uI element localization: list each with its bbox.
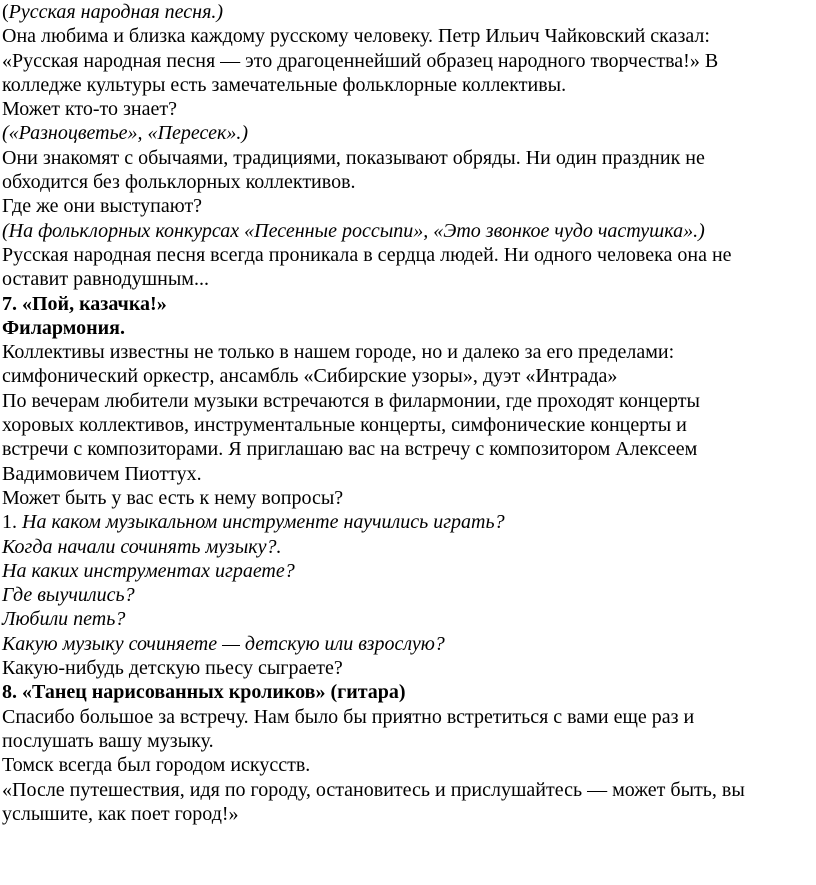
line-text: 8. «Танец нарисованных кроликов» (гитара)	[2, 681, 406, 704]
text-line	[2, 462, 816, 486]
line-text: «После путешествия, идя по городу, остановитесь и прислушайтесь — может быть, вы	[2, 778, 745, 801]
line-text: («Разноцветье», «Пересек».)	[2, 122, 248, 145]
text-line	[2, 705, 816, 729]
line-text: услышите, как поет город!»	[2, 802, 239, 825]
line-text: Филармония.	[2, 316, 125, 339]
text-line	[2, 49, 816, 73]
line-text: Какую музыку сочиняете — детскую или взрослую?	[2, 632, 445, 655]
line-text: Какую-нибудь детскую пьесу сыграете?	[2, 657, 343, 680]
text-line	[2, 535, 816, 559]
line-text: симфонический оркестр, ансамбль «Сибирские узоры», дуэт «Интрада»	[2, 365, 618, 388]
line-text: хоровых коллективов, инструментальные концерты, симфонические концерты и	[2, 414, 687, 437]
line-text: Она любима и близка каждому русскому человеку. Петр Ильич Чайковский сказал:	[2, 25, 710, 48]
text-line	[2, 121, 816, 145]
line-text: послушать вашу музыку.	[2, 729, 214, 752]
text-line	[2, 632, 816, 656]
line-text: «Русская народная песня — это драгоценнейший образец народного творчества!» В	[2, 49, 719, 72]
text-line	[2, 486, 816, 510]
line-text: Русская народная песня всегда проникала в сердца людей. Ни одного человека она не	[2, 243, 732, 266]
line-text: оставит равнодушным...	[2, 268, 209, 291]
text-line	[2, 24, 816, 48]
text-line	[2, 219, 816, 243]
text-line	[2, 97, 816, 121]
line-text: Любили петь?	[2, 608, 126, 631]
text-line	[2, 437, 816, 461]
text-line	[2, 194, 816, 218]
text-line	[2, 680, 816, 704]
text-line	[2, 146, 816, 170]
text-line	[2, 170, 816, 194]
line-text: (На фольклорных конкурсах «Песенные россыпи», «Это звонкое чудо частушка».)	[2, 219, 705, 242]
text-line	[2, 413, 816, 437]
text-line	[2, 389, 816, 413]
line-text: Может быть у вас есть к нему вопросы?	[2, 486, 344, 509]
text-line	[2, 340, 816, 364]
text-line	[2, 583, 816, 607]
text-line	[2, 73, 816, 97]
line-prefix: 1.	[2, 511, 22, 534]
line-text: На каком музыкальном инструменте научились играть?	[22, 511, 505, 534]
line-text: Когда начали сочинять музыку?.	[2, 535, 282, 558]
text-line	[2, 729, 816, 753]
line-text: Вадимовичем Пиоттух.	[2, 462, 202, 485]
line-text: 7. «Пой, казачка!»	[2, 292, 167, 315]
line-text: Русская народная песня.)	[8, 1, 224, 23]
line-text: Они знакомят с обычаями, традициями, показывают обряды. Ни один праздник не	[2, 146, 705, 169]
line-text: Коллективы известны не только в нашем городе, но и далеко за его пределами:	[2, 341, 675, 364]
text-line	[2, 292, 816, 316]
line-text: Где выучились?	[2, 584, 135, 607]
text-line	[2, 778, 816, 802]
text-line	[2, 364, 816, 388]
line-text: Где же они выступают?	[2, 195, 203, 218]
text-line	[2, 510, 816, 534]
text-line	[2, 802, 816, 826]
line-prefix: (	[2, 1, 9, 23]
text-line	[2, 656, 816, 680]
text-line	[2, 607, 816, 631]
line-text: По вечерам любители музыки встречаются в филармонии, где проходят концерты	[2, 389, 700, 412]
text-line	[2, 559, 816, 583]
line-text: На каких инструментах играете?	[2, 559, 295, 582]
text-line	[2, 753, 816, 777]
line-text: обходится без фольклорных коллективов.	[2, 171, 356, 194]
text-line	[2, 316, 816, 340]
line-text: Спасибо большое за встречу. Нам было бы приятно встретиться с вами еще раз и	[2, 705, 695, 728]
text-line	[2, 267, 816, 291]
line-text: Может кто-то знает?	[2, 98, 177, 121]
line-text: колледже культуры есть замечательные фольклорные коллективы.	[2, 73, 567, 96]
line-text: Томск всегда был городом искусств.	[2, 754, 311, 777]
line-text: встречи с композиторами. Я приглашаю вас на встречу с композитором Алексеем	[2, 438, 698, 461]
text-line	[2, 243, 816, 267]
text-line	[2, 0, 816, 24]
